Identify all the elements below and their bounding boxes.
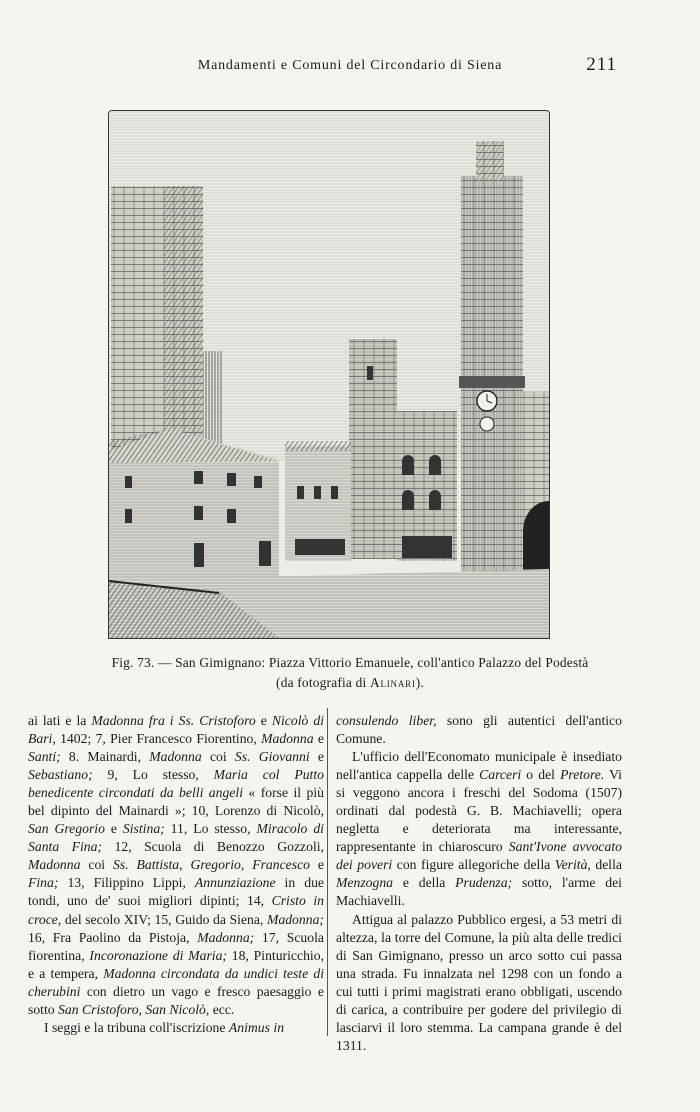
text: L'ufficio dell'Economato municipale è insediato nell'antica cappella delle: [336, 749, 622, 783]
italic-text: Maria col Putto benedicente circondati da belli angeli: [28, 767, 324, 801]
figure-caption: Fig. 73. — San Gimignano: Piazza Vittorio Emanuele, coll'antico Palazzo del Podestà: [111, 655, 589, 670]
italic-text: consulendo liber,: [336, 713, 437, 728]
italic-text: Pretore.: [560, 767, 605, 783]
text: e: [255, 713, 272, 728]
italic-text: Ss. Battista, Gregorio, Francesco: [113, 857, 311, 873]
caption-prefix: (da fotografia di: [276, 675, 370, 690]
text: ecc.: [209, 1001, 235, 1017]
italic-text: Sebastiano;: [28, 767, 93, 783]
text: coi: [201, 749, 235, 765]
italic-text: Nicolò di Bari,: [28, 713, 324, 747]
column-divider: [327, 708, 328, 1036]
italic-text: Madonna fra i Ss. Cristoforo: [91, 713, 256, 728]
text: in due tondi, uno de' suoi migliori dipinti; 14,: [28, 875, 324, 909]
paragraph: [336, 712, 622, 748]
text: e: [313, 731, 324, 747]
text: 18, Pinturicchio, e a tempera,: [28, 947, 324, 981]
italic-text: Menzogna: [336, 875, 394, 891]
text: 9, Lo stesso,: [92, 767, 214, 783]
photographer-credit: Alinari: [369, 675, 416, 690]
italic-text: San Cristoforo, San Nicolò,: [58, 1001, 210, 1017]
italic-text: Santi;: [28, 749, 61, 765]
text: Vi si veggono ancora i freschi del Sodoma (1507) ordinati dal podestà G. B. Machiavelli; opera negletta e deteriorata ma interessante, rappresentante in chiaroscuro: [336, 767, 622, 855]
running-head: Mandamenti e Comuni del Circondario di Siena: [197, 58, 503, 73]
italic-text: Madonna circondata da undici teste di cherubini: [28, 965, 324, 999]
italic-text: Cristo in croce,: [28, 893, 324, 927]
caption-suffix: ).: [415, 675, 424, 690]
text: con figure allegoriche della: [392, 857, 555, 873]
italic-text: Annunziazione: [194, 875, 276, 891]
text: 11, Lo stesso,: [164, 821, 257, 837]
italic-text: Sant'Ivone avvocato dei poveri: [336, 839, 623, 873]
italic-text: San Gregorio: [28, 821, 105, 837]
text: 16, Fra Paolino da Pistoja,: [28, 929, 198, 945]
paragraph: [336, 748, 622, 910]
italic-text: Fina;: [28, 875, 59, 891]
paragraph: [28, 712, 324, 1019]
italic-text: Miracolo di Santa Fina;: [28, 821, 324, 855]
italic-text: Sistina;: [122, 821, 165, 837]
italic-text: Carceri: [479, 767, 522, 783]
text: coi: [80, 857, 114, 873]
text: 12, Scuola di Benozzo Gozzoli,: [102, 839, 324, 855]
text: o del: [521, 767, 561, 783]
italic-text: Madonna;: [266, 911, 324, 927]
text: « forse il più bel dipinto del Mainardi »; 10, Lorenzo di Nicolò,: [28, 785, 324, 819]
text: ai lati e la: [28, 713, 92, 728]
paragraph: [28, 1019, 324, 1037]
text: e: [104, 821, 123, 837]
italic-text: Madonna: [149, 749, 202, 765]
right-column: [336, 712, 622, 1055]
italic-text: Madonna: [261, 731, 314, 747]
text: 13, Filippino Lippi,: [58, 875, 195, 891]
text: I seggi e la tribuna coll'iscrizione: [44, 1019, 229, 1035]
italic-text: Verità,: [554, 857, 591, 873]
left-column: [28, 712, 324, 1037]
italic-text: Ss. Giovanni: [234, 749, 310, 765]
text: e della: [393, 875, 456, 891]
figure-caption-credit-line: [40, 675, 660, 691]
italic-text: Animus in: [228, 1019, 285, 1035]
text: della: [590, 857, 622, 873]
text: Attigua al palazzo Pubblico ergesi, a 53 metri di altezza, la torre del Comune, la più alta delle tredici di San Gimignano, presso un arco sotto cui passa una strada. Fu innalzata nel 1298 con un fondo a cui tutti i primi magistrati erano obbligati, uscendo di carica, a contribuire per godere del privilegio di lasciarvi il loro stemma. La campana grande è del 1311.: [336, 911, 622, 1053]
text: e: [310, 857, 325, 873]
text: 1402; 7, Pier Francesco Fiorentino,: [55, 731, 262, 747]
text: sono gli autentici dell'antico Comune.: [336, 713, 622, 747]
text: 17, Scuola fiorentina,: [28, 929, 324, 963]
italic-text: Madonna: [28, 857, 81, 873]
text: e: [309, 749, 324, 765]
figure-illustration: [108, 110, 550, 639]
italic-text: Prudenza;: [455, 875, 513, 891]
page-number: 211: [586, 54, 617, 75]
text: del secolo XIV; 15, Guido da Siena,: [61, 911, 267, 927]
italic-text: Incoronazione di Maria;: [89, 947, 227, 963]
text: sotto, l'arme dei Machiavelli.: [336, 875, 622, 909]
text: 8. Mainardi,: [60, 749, 150, 765]
paragraph: [336, 911, 622, 1055]
italic-text: Madonna;: [197, 929, 255, 945]
text: con dietro un vago e fresco paesaggio e sotto: [28, 983, 324, 1017]
